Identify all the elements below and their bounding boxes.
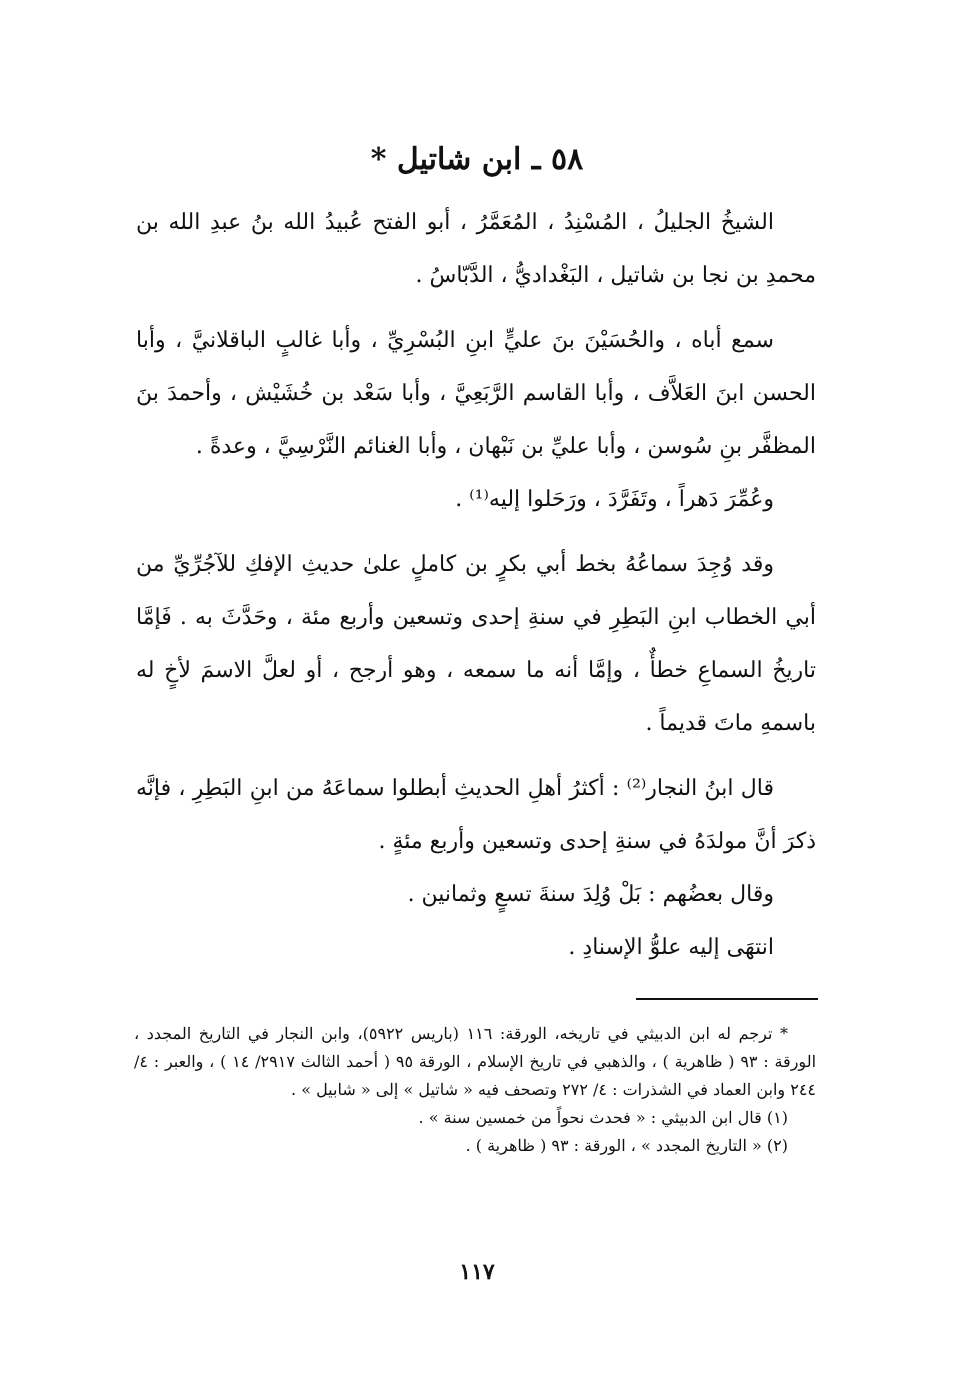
footnote-divider <box>636 998 818 1000</box>
body-paragraph: وقد وُجِدَ سماعُهُ بخط أبي بكرٍ بن كاملٍ علىٰ حديثِ الإفكِ للآجُرِّيِّ من أبي الخطاب ابنِ البَطِرِ في سنةِ إحدى وتسعين وأربع مئة ، وحَدَّثَ به . فَإمَّا تاريخُ السماعِ خطأٌ ، وإمَّا أنه ما سمعه ، وهو أرجح ، أو لعلَّ الاسمَ لأخٍ له باسمهِ ماتَ قديماً . <box>136 552 816 736</box>
entry-title: ٥٨ ـ ابن شاتيل * <box>370 142 584 177</box>
body-paragraph: الشيخُ الجليلُ ، المُسْنِدُ ، المُعَمَّرُ ، أبو الفتح عُبيدُ الله بنُ عبدِ الله بن محمدِ بن نجا بن شاتيل ، البَغْداديُّ ، الدَّبّاسُ . <box>136 210 816 288</box>
footnote: (١) قال ابن الدبيثي : « فحدث نحواً من خمسين سنة » . <box>418 1108 788 1127</box>
page-number: ١١٧ <box>459 1259 495 1285</box>
biography-body <box>136 196 816 974</box>
body-paragraph: وقال بعضُهم : بَلْ وُلِدَ سنةَ تسعٍ وثمانين . <box>407 882 774 907</box>
body-paragraph: قال ابنُ النجار⁽²⁾ : أكثرُ أهلِ الحديثِ أبطلوا سماعَهُ من ابنِ البَطِرِ ، فإنَّه ذكرَ أنَّ مولدَهُ في سنةِ إحدى وتسعين وأربع مئةٍ . <box>136 776 816 854</box>
body-paragraph: انتهَى إليه علوُّ الإسنادِ . <box>568 935 774 960</box>
footnote: * ترجم له ابن الدبيثي في تاريخه، الورقة: ١١٦ (باريس ٥٩٢٢)، وابن النجار في التاريخ المجدد ، الورقة : ٩٣ ( ظاهرية ) ، والذهبي في تاريخ الإسلام ، الورقة ٩٥ ( أحمد الثالث ٢٩١٧/ ١٤ ) ، والعبر : ٤/ ٢٤٤ وابن العماد في الشذرات : ٤/ ٢٧٢ وتصحف فيه « شاتيل » إلى « شابيل » . <box>134 1024 817 1099</box>
footnotes <box>134 1020 816 1160</box>
footnote: (٢) « التاريخ المجدد » ، الورقة : ٩٣ ( ظاهرية ) . <box>465 1136 788 1155</box>
body-paragraph: سمع أباه ، والحُسَيْنَ بنَ عليٍّ ابنِ البُسْرِيِّ ، وأبا غالبٍ الباقلانيَّ ، وأبا الحسن ابنَ العَلاَّف ، وأبا القاسم الرَّبَعِيَّ ، وأبا سَعْد بن خُشَيْش ، وأحمدَ بنَ المظفَّر بنِ سُوسن ، وأبا عليِّ بن نَبْهان ، وأبا الغنائم النَّرْسِيَّ ، وعدةً . <box>136 328 816 459</box>
body-paragraph: وعُمِّرَ دَهراً ، وتَفَرَّدَ ، ورَحَلوا إليه⁽¹⁾ . <box>455 487 774 512</box>
